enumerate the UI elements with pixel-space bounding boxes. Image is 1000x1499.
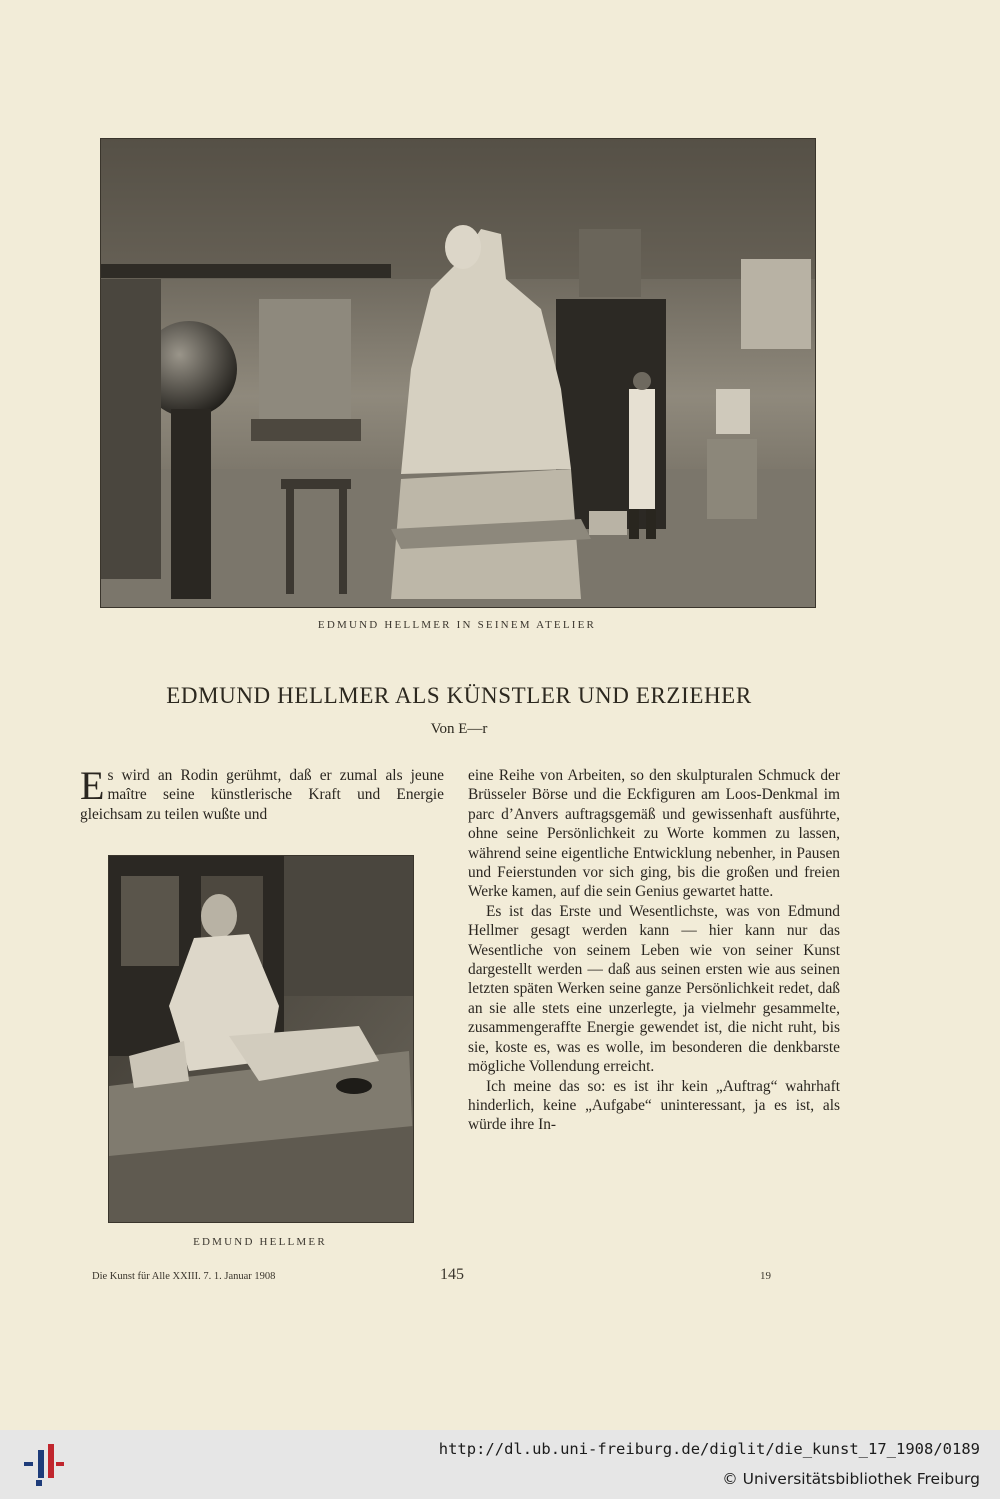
drop-cap: E: [80, 763, 105, 808]
portrait-photo: [108, 855, 414, 1223]
library-logo-icon: [22, 1440, 66, 1488]
right-paragraph-3: Ich meine das so: es ist ihr kein „Auftrag“ wahrhaft hinderlich, keine „Aufgabe“ uninteressant, ja es ist, als würde ihre In-: [468, 1077, 840, 1134]
document-url[interactable]: http://dl.ub.uni-freiburg.de/diglit/die_kunst_17_1908/0189: [438, 1440, 980, 1458]
left-column: [80, 763, 444, 824]
copyright-notice: © Universitätsbibliothek Freiburg: [722, 1470, 980, 1488]
footer-signature: 19: [760, 1270, 771, 1282]
left-paragraph-text: s wird an Rodin gerühmt, daß er zumal als jeune maître seine künstlerische Kraft und Energie gleichsam zu teilen wußte und: [80, 767, 444, 823]
right-column: [468, 766, 840, 1135]
article-title: EDMUND HELLMER ALS KÜNSTLER UND ERZIEHER: [166, 683, 752, 708]
footer-page-number: 145: [440, 1266, 464, 1283]
article-byline: Von E—r: [430, 721, 488, 737]
left-paragraph: [80, 763, 444, 824]
atelier-photo: [100, 138, 816, 608]
right-paragraph-1: eine Reihe von Arbeiten, so den skulpturalen Schmuck der Brüsseler Börse und die Eckfiguren am Loos-Denkmal im parc d’Anvers auftragsgemäß und gewissenhaft ausführte, ohne seine Persönlichkeit zu Worte kommen zu lassen, während seine eigentliche Entwicklung nebenher, in Pausen und Feierstunden vor sich ging, bis die großen und freien Werke kamen, auf die sein Genius gewartet hatte.: [468, 767, 840, 901]
portrait-caption: EDMUND HELLMER: [193, 1236, 327, 1248]
footer-journal: Die Kunst für Alle XXIII. 7. 1. Januar 1908: [92, 1271, 276, 1282]
atelier-caption: EDMUND HELLMER IN SEINEM ATELIER: [317, 619, 597, 631]
viewer-bar: [0, 1430, 1000, 1499]
right-paragraph-2: Es ist das Erste und Wesentlichste, was von Edmund Hellmer gesagt werden kann — hier kann nur das Wesentliche von seinem Leben wie von seiner Kunst dargestellt werden — daß aus seinen ersten wie aus seinen letzten späten Werken seine ganze Persönlichkeit redet, daß an sie alle stets eine unzerlegte, ja vielmehr gesammelte, zusammengeraffte Energie gewendet ist, die nicht ruht, bis sie, koste es, was es wolle, im besonderen die denkbarste mögliche Vollendung erreicht.: [468, 902, 840, 1076]
